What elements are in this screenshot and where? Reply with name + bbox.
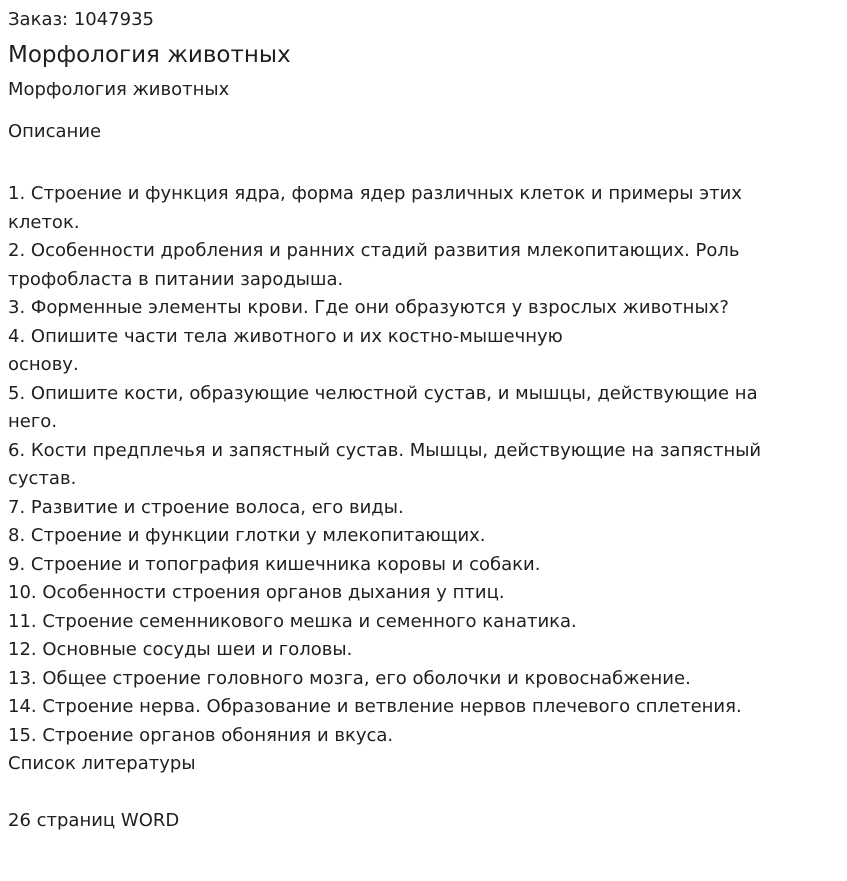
question-item: 11. Строение семенникового мешка и семенного канатика. xyxy=(8,610,577,632)
literature-list-label: Список литературы xyxy=(8,753,196,774)
description-heading: Описание xyxy=(8,121,102,142)
question-item: 3. Форменные элементы крови. Где они образуются у взрослых животных? xyxy=(8,297,729,318)
question-item: 1. Строение и функция ядра, форма ядер различных клеток и примеры этих клеток. xyxy=(8,183,742,233)
question-item: 9. Строение и топография кишечника коровы и собаки. xyxy=(8,553,541,575)
question-item: 2. Особенности дробления и ранних стадий развития млекопитающих. Роль трофобласта в питании зародыша. xyxy=(8,240,740,290)
question-list xyxy=(8,180,808,750)
question-item: 7. Развитие и строение волоса, его виды. xyxy=(8,496,404,518)
question-item: 5. Опишите кости, образующие челюстной сустав, и мышцы, действующие на него. xyxy=(8,382,758,432)
order-number: Заказ: 1047935 xyxy=(8,9,154,30)
question-item: основу. xyxy=(8,354,79,375)
question-item: 15. Строение органов обоняния и вкуса. xyxy=(8,724,394,746)
question-item: 4. Опишите части тела животного и их костно-мышечную xyxy=(8,325,563,347)
question-item: 12. Основные сосуды шеи и головы. xyxy=(8,639,353,660)
question-item: 10. Особенности строения органов дыхания у птиц. xyxy=(8,582,505,603)
question-item: 6. Кости предплечья и запястный сустав. Мышцы, действующие на запястный сустав. xyxy=(8,439,762,489)
question-item: 13. Общее строение головного мозга, его оболочки и кровоснабжение. xyxy=(8,667,691,689)
pages-info: 26 страниц WORD xyxy=(8,809,180,831)
page-title: Морфология животных xyxy=(8,42,291,68)
question-item: 14. Строение нерва. Образование и ветвление нервов плечевого сплетения. xyxy=(8,696,742,717)
question-item: 8. Строение и функции глотки у млекопитающих. xyxy=(8,525,486,546)
page-subtitle: Морфология животных xyxy=(8,79,230,100)
